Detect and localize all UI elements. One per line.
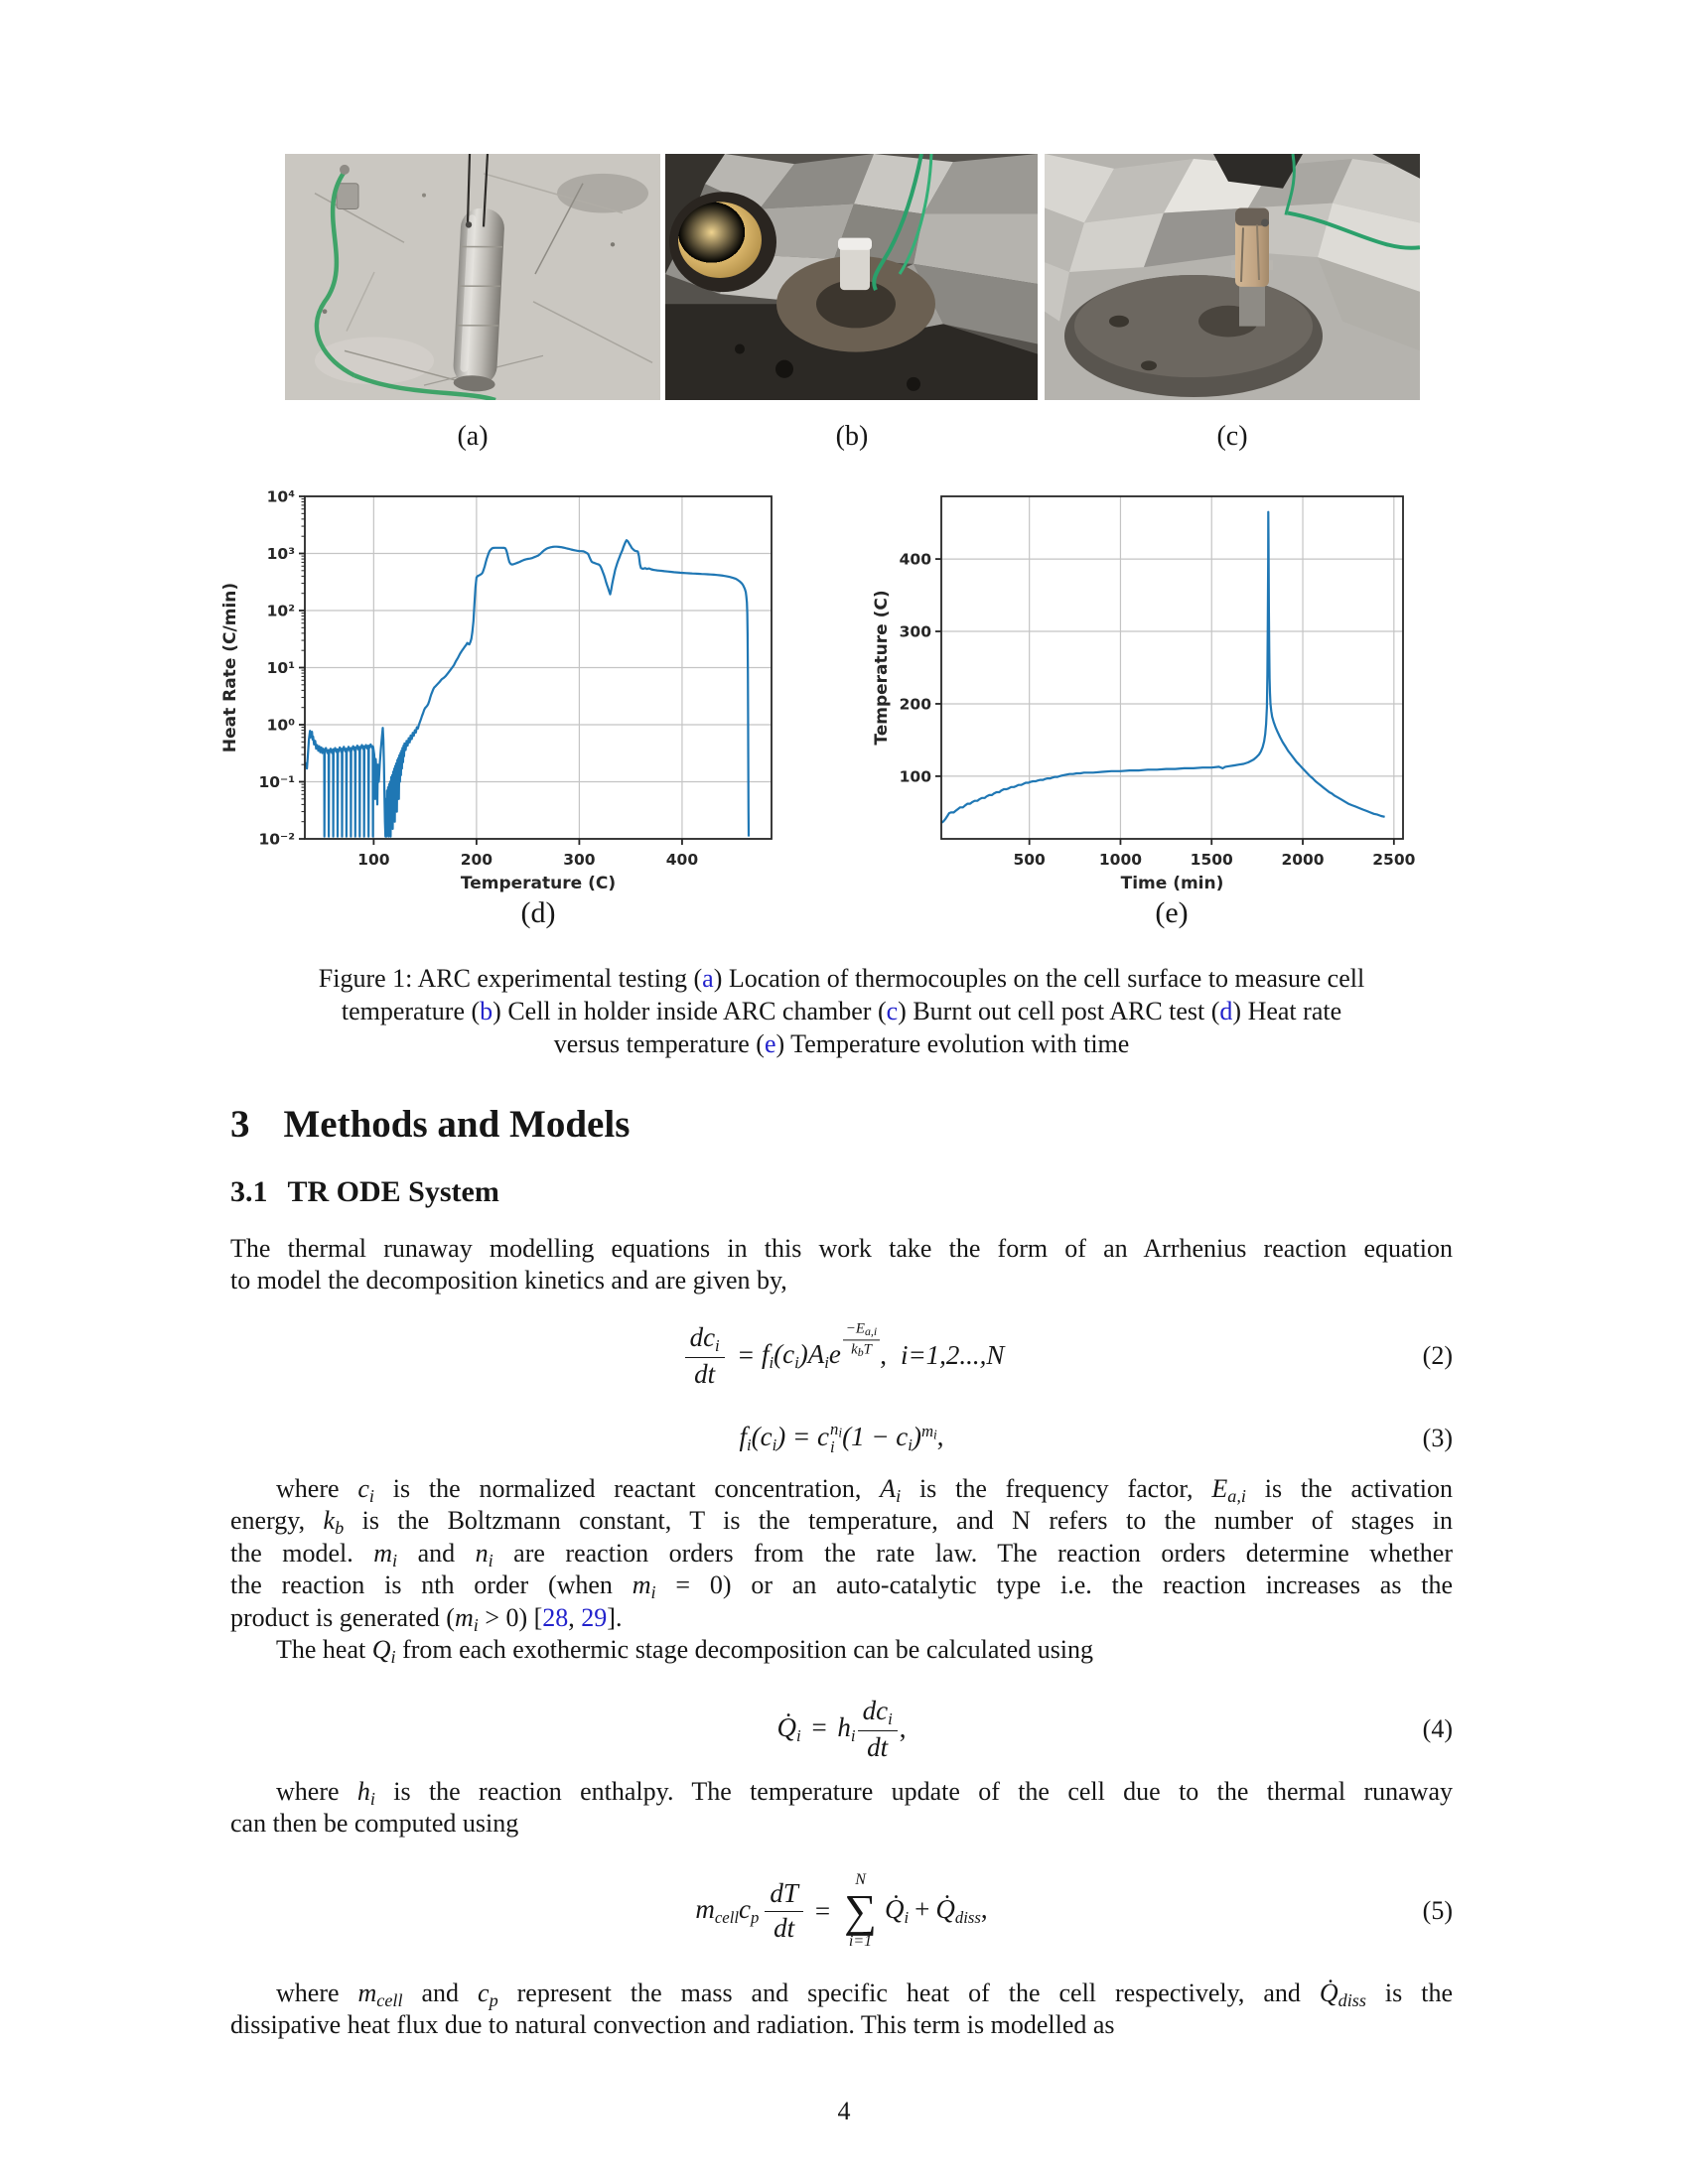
text-line (230, 1233, 1453, 1265)
inline-link[interactable]: 29 (581, 1602, 608, 1632)
text-run: to model the decomposition kinetics and are given by, (230, 1266, 787, 1296)
svg-text:Temperature (C): Temperature (C) (872, 590, 892, 746)
text-run: ) Cell in holder inside ARC chamber ( (492, 997, 887, 1025)
text-run: i (650, 1582, 656, 1603)
inline-link[interactable]: a (702, 964, 714, 993)
text-run: i (473, 1614, 479, 1635)
subsection-number: 3.1 (230, 1175, 268, 1208)
equation-5-tag: (5) (1422, 1896, 1453, 1925)
equation-3-body: fi(ci) = c ni i (1 − ci)$^{mi}$, (739, 1419, 944, 1456)
svg-text:400: 400 (899, 550, 931, 569)
svg-text:300: 300 (563, 851, 596, 869)
svg-text:Heat Rate (C/min): Heat Rate (C/min) (220, 582, 240, 753)
sup-sub-stack: ni i (830, 1419, 843, 1456)
svg-text:1500: 1500 (1190, 851, 1233, 869)
inline-link[interactable]: c (886, 997, 899, 1025)
text-run: c (357, 1474, 369, 1503)
equation-2-body: $\frac{\text{dci}}{dt}$ = fi(ci)Aie −Ea,i kbT , i=1,2...,N (679, 1322, 1005, 1389)
text-run: The heat (276, 1634, 372, 1664)
text-run: can then be computed using (230, 1809, 519, 1839)
text-run: is the normalized reactant concentration, (373, 1474, 881, 1503)
text-run: i (369, 1789, 375, 1810)
text-run: where (276, 1979, 358, 2007)
svg-text:100: 100 (899, 767, 931, 786)
text-run: > 0) [ (478, 1602, 543, 1632)
text-line (230, 1634, 1453, 1666)
text-run: m (373, 1538, 393, 1568)
photo-c-burnt-cell-post-test (1045, 154, 1420, 400)
inline-link[interactable]: e (764, 1029, 776, 1058)
text-run: energy, (230, 1506, 324, 1536)
text-run: i (896, 1486, 902, 1507)
text-run: p (489, 1990, 498, 2011)
figure-caption-line (230, 995, 1453, 1027)
text-run: i (488, 1550, 493, 1570)
subsection-heading (230, 1175, 499, 1209)
text-run: cell (376, 1990, 403, 2011)
svg-text:10⁴: 10⁴ (266, 487, 295, 506)
text-run: ) Location of thermocouples on the cell surface to measure cell (713, 964, 1365, 993)
chart-temperature-vs-time (849, 462, 1455, 908)
exponent-fraction: −Ea,i kbT (843, 1321, 880, 1360)
equation-5-body: mcellcp $\frac{dT}{dt}$ = N ∑ i=1 Q̇i + Q̇diss, (695, 1871, 988, 1950)
svg-text:2500: 2500 (1372, 851, 1416, 869)
text-run: temperature ( (341, 997, 481, 1025)
equation-3 (230, 1414, 1453, 1463)
figure-caption (230, 962, 1453, 1060)
text-run: is the Boltzmann constant, T is the temperature, and N refers to the number of stages in (344, 1506, 1453, 1536)
paragraph-variables (230, 1473, 1453, 1666)
svg-text:2000: 2000 (1281, 851, 1325, 869)
text-run: represent the mass and specific heat of the cell respectively, and (497, 1979, 1320, 2007)
svg-text:Temperature (C): Temperature (C) (460, 874, 617, 893)
text-line (230, 1505, 1453, 1537)
text-run: ) Temperature evolution with time (775, 1029, 1130, 1058)
inline-link[interactable]: b (480, 997, 493, 1025)
text-run: m (357, 1979, 377, 2007)
text-run: is the reaction enthalpy. The temperature update of the cell due to the thermal runaway (374, 1777, 1453, 1806)
fraction: $\frac{\text{dci}}{dt}$ (685, 1322, 725, 1389)
paragraph-intro (230, 1233, 1453, 1297)
text-run: i (392, 1550, 398, 1570)
svg-text:300: 300 (899, 622, 931, 641)
subfigure-label-e: (e) (1155, 896, 1189, 929)
subfigure-label-b: (b) (835, 421, 869, 452)
equation-3-tag: (3) (1422, 1424, 1453, 1452)
text-run: m (454, 1602, 474, 1632)
svg-text:Time (min): Time (min) (1120, 874, 1224, 893)
text-run: a,i (1227, 1486, 1246, 1507)
text-run: is the (1365, 1979, 1454, 2007)
svg-text:100: 100 (357, 851, 390, 869)
svg-text:10⁻¹: 10⁻¹ (258, 773, 295, 791)
equation-2-tag: (2) (1422, 1341, 1453, 1370)
text-line (230, 2009, 1453, 2041)
text-run: are reaction orders from the rate law. The reaction orders determine whether (492, 1538, 1453, 1568)
photo-a-image (285, 154, 660, 400)
text-run: = 0) or an auto-catalytic type i.e. the reaction increases as the (655, 1570, 1454, 1600)
text-run: ) Burnt out cell post ARC test ( (898, 997, 1220, 1025)
inline-link[interactable]: 28 (542, 1602, 569, 1632)
photo-a-thermocouples-on-cell (285, 154, 660, 400)
fraction: $\frac{\text{dci}}{dt}$ (858, 1696, 898, 1762)
text-line (230, 1808, 1453, 1840)
subfigure-label-d: (d) (520, 896, 556, 929)
svg-text:200: 200 (460, 851, 493, 869)
section-title: Methods and Models (283, 1103, 631, 1146)
chart-heat-rate-vs-temperature (213, 462, 799, 908)
equation-4-tag: (4) (1422, 1714, 1453, 1743)
text-run: and (397, 1538, 476, 1568)
svg-text:400: 400 (665, 851, 699, 869)
text-run: Figure 1: ARC experimental testing ( (318, 964, 703, 993)
photo-b-image (665, 154, 1038, 400)
text-run: is the frequency factor, (901, 1474, 1212, 1503)
text-run: h (356, 1777, 370, 1806)
text-run: A (880, 1474, 897, 1503)
text-run: Q (371, 1634, 391, 1664)
text-run: k (323, 1506, 336, 1536)
text-run: c (478, 1979, 490, 2007)
figure-caption-line (230, 1027, 1453, 1060)
inline-link[interactable]: d (1219, 997, 1233, 1025)
svg-text:10⁻²: 10⁻² (258, 830, 295, 849)
svg-text:10³: 10³ (266, 545, 295, 563)
text-line (230, 1538, 1453, 1570)
figure-caption-line (230, 962, 1453, 995)
paragraph-dissipation (230, 1978, 1453, 2042)
svg-text:10⁰: 10⁰ (266, 716, 295, 735)
section-number: 3 (230, 1103, 250, 1146)
text-run: n (475, 1538, 489, 1568)
svg-text:10²: 10² (266, 602, 295, 620)
text-run: where (276, 1474, 358, 1503)
text-run: diss (1337, 1990, 1366, 2011)
text-line (230, 1776, 1453, 1808)
fraction: $\frac{dT}{dt}$ (765, 1878, 803, 1943)
text-run: i (368, 1486, 374, 1507)
text-run: versus temperature ( (553, 1029, 765, 1058)
text-run: ]. (607, 1602, 623, 1632)
text-run: The thermal runaway modelling equations in this work take the form of an Arrhenius reaction equation (230, 1234, 1453, 1263)
text-run: is the activation (1245, 1474, 1454, 1503)
section-heading (230, 1102, 630, 1147)
subfigure-label-c: (c) (1216, 421, 1248, 452)
text-line (230, 1602, 1453, 1634)
text-run: from each exothermic stage decomposition can be calculated using (395, 1634, 1094, 1664)
text-run: and (402, 1979, 479, 2007)
photo-b-cell-in-arc-chamber (665, 154, 1038, 400)
equation-2 (230, 1306, 1453, 1406)
text-run: , (568, 1602, 582, 1632)
paragraph-enthalpy (230, 1776, 1453, 1841)
text-line (230, 1570, 1453, 1601)
text-run: the model. (230, 1538, 374, 1568)
svg-text:200: 200 (899, 695, 931, 714)
text-run: Q̇ (1319, 1979, 1338, 2007)
svg-text:10¹: 10¹ (266, 659, 295, 677)
text-run: the reaction is nth order (when (230, 1570, 633, 1600)
text-run: b (335, 1518, 345, 1539)
text-run: product is generated ( (230, 1602, 455, 1632)
text-line (230, 1265, 1453, 1297)
text-run: dissipative heat flux due to natural convection and radiation. This term is modelled as (230, 2010, 1115, 2040)
photo-c-image (1045, 154, 1420, 400)
text-run: E (1211, 1474, 1228, 1503)
text-line (230, 1473, 1453, 1505)
text-run: i (390, 1647, 396, 1668)
equation-4-body: Q̇i = hi $\frac{\text{dci}}{dt}$ , (776, 1696, 907, 1762)
equation-4 (230, 1680, 1453, 1779)
svg-text:500: 500 (1013, 851, 1046, 869)
subfigure-label-a: (a) (457, 421, 489, 452)
text-run: ) Heat rate (1232, 997, 1342, 1025)
equation-5 (230, 1851, 1453, 1971)
svg-text:1000: 1000 (1098, 851, 1143, 869)
summation: N ∑ i=1 (844, 1871, 877, 1950)
subsection-title: TR ODE System (287, 1175, 499, 1208)
text-run: where (276, 1777, 357, 1806)
text-run: m (632, 1570, 651, 1600)
page-number: 4 (837, 2097, 851, 2125)
text-line (230, 1978, 1453, 2009)
